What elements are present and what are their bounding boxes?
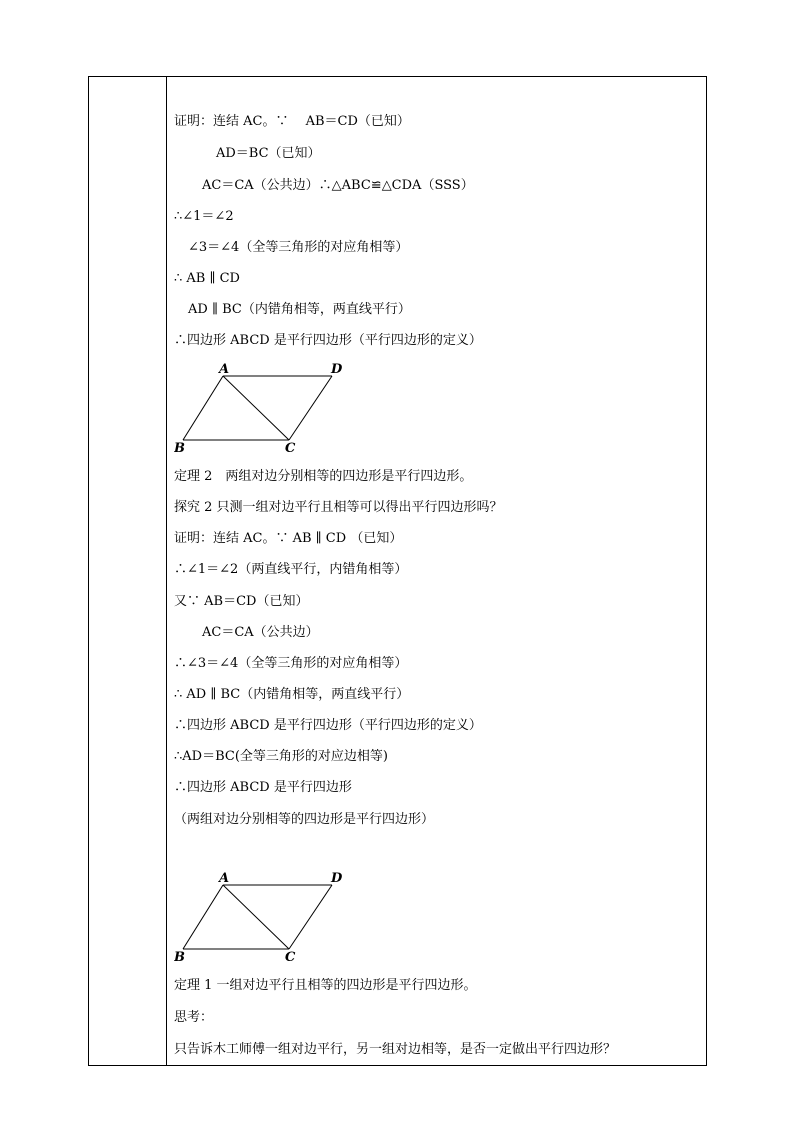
proof2-line7: ∴四边形 ABCD 是平行四边形（平行四边形的定义） — [174, 718, 482, 733]
side-dc — [289, 885, 332, 949]
side-ab — [183, 885, 223, 949]
side-dc — [289, 376, 332, 440]
proof2-line9: ∴四边形 ABCD 是平行四边形 — [174, 780, 352, 795]
proof2-line1: 证明：连结 AC。∵ AB ∥ CD （已知） — [174, 531, 403, 546]
parallelogram-figure-1 — [174, 361, 354, 455]
diagonal-ac — [223, 885, 289, 949]
explore2-text: 探究 2 只测一组对边平行且相等可以得出平行四边形吗？ — [174, 500, 503, 515]
proof2-line10: （两组对边分别相等的四边形是平行四边形） — [174, 812, 435, 827]
column-divider — [166, 76, 167, 1066]
vertex-label-b: B — [174, 950, 185, 964]
proof1-line3: AC＝CA（公共边）∴△ABC≌△CDA（SSS） — [202, 178, 474, 193]
vertex-label-d: D — [331, 362, 343, 377]
theorem1-text: 定理 1 一组对边平行且相等的四边形是平行四边形。 — [174, 978, 477, 993]
vertex-label-c: C — [285, 441, 296, 455]
proof2-line6: ∴ AD ∥ BC（内错角相等，两直线平行） — [174, 687, 410, 702]
diagonal-ac — [223, 376, 289, 440]
think-label: 思考： — [174, 1010, 214, 1025]
theorem2-text: 定理 2 两组对边分别相等的四边形是平行四边形。 — [174, 469, 473, 484]
vertex-label-a: A — [219, 871, 230, 886]
proof1-line5: ∠3＝∠4（全等三角形的对应角相等） — [188, 240, 409, 255]
proof2-line2: ∴∠1＝∠2（两直线平行，内错角相等） — [174, 562, 408, 577]
proof2-line5: ∴∠3＝∠4（全等三角形的对应角相等） — [174, 656, 408, 671]
proof1-line1: 证明：连结 AC。∵ AB＝CD（已知） — [174, 114, 410, 129]
side-ab — [183, 376, 223, 440]
vertex-label-d: D — [331, 871, 343, 886]
proof2-line4: AC＝CA（公共边） — [202, 625, 319, 640]
vertex-label-c: C — [285, 950, 296, 964]
proof1-line8: ∴四边形 ABCD 是平行四边形（平行四边形的定义） — [174, 333, 482, 348]
question-text: 只告诉木工师傅一组对边平行，另一组对边相等，是否一定做出平行四边形？ — [174, 1042, 617, 1057]
vertex-label-b: B — [174, 441, 185, 455]
proof1-line2: AD＝BC（已知） — [216, 146, 321, 161]
proof1-line6: ∴ AB ∥ CD — [174, 271, 240, 286]
proof1-line4: ∴∠1＝∠2 — [174, 209, 234, 224]
parallelogram-figure-2 — [174, 870, 354, 964]
proof1-line7: AD ∥ BC（内错角相等，两直线平行） — [188, 302, 411, 317]
vertex-label-a: A — [219, 362, 230, 377]
proof2-line8: ∴AD＝BC(全等三角形的对应边相等) — [174, 749, 388, 764]
proof2-line3: 又∵ AB＝CD（已知） — [174, 594, 309, 609]
